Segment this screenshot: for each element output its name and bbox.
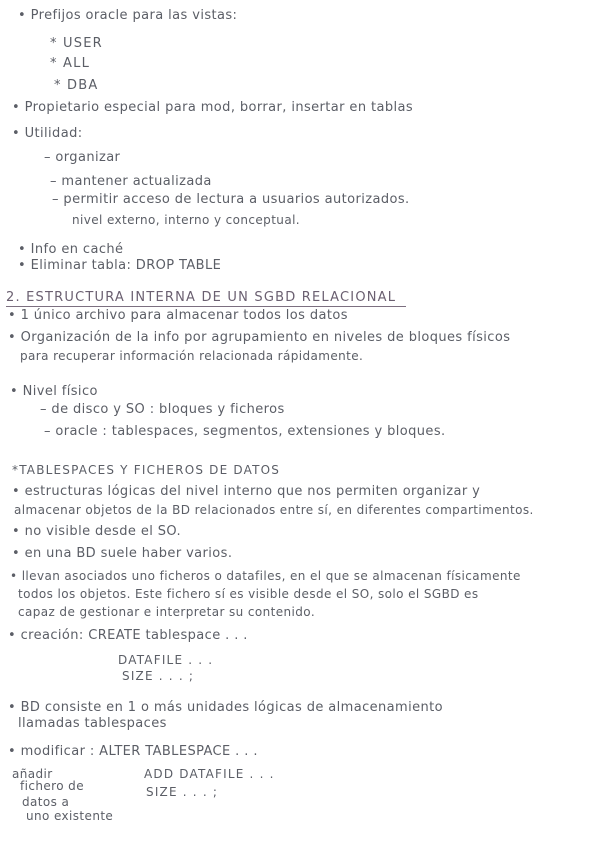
text-line: fichero de <box>20 779 84 793</box>
text-line: todos los objetos. Este fichero sí es visible desde el SO, solo el SGBD es <box>18 587 479 601</box>
text-line: llamadas tablespaces <box>18 716 167 731</box>
text-line: uno existente <box>26 809 114 823</box>
text-line: • Eliminar tabla: DROP TABLE <box>18 258 222 273</box>
text-line: • creación: CREATE tablespace . . . <box>8 628 248 643</box>
text-line: • llevan asociados uno ficheros o datafiles, en el que se almacenan físicamente <box>10 569 521 583</box>
section-heading: *TABLESPACES Y FICHEROS DE DATOS <box>12 463 281 477</box>
text-line: • no visible desde el SO. <box>12 524 182 539</box>
text-line: ADD DATAFILE . . . <box>144 767 275 781</box>
text-line: • modificar : ALTER TABLESPACE . . . <box>8 744 258 759</box>
text-line: capaz de gestionar e interpretar su contenido. <box>18 605 316 619</box>
text-line: • BD consiste en 1 o más unidades lógicas de almacenamiento <box>8 700 443 715</box>
text-line: nivel externo, interno y conceptual. <box>72 213 301 227</box>
text-line: añadir <box>12 767 53 781</box>
text-line: – oracle : tablespaces, segmentos, extensiones y bloques. <box>44 424 446 439</box>
text-line: • Info en caché <box>18 242 124 257</box>
text-line: almacenar objetos de la BD relacionados entre sí, en diferentes compartimentos. <box>14 503 534 517</box>
text-line: SIZE . . . ; <box>122 669 195 683</box>
text-line: • Nivel físico <box>10 384 98 399</box>
text-line: • Propietario especial para mod, borrar, insertar en tablas <box>12 100 414 115</box>
text-line: • 1 único archivo para almacenar todos los datos <box>8 308 348 323</box>
text-line: SIZE . . . ; <box>146 785 219 799</box>
text-line: * ALL <box>50 56 91 71</box>
text-line: • estructuras lógicas del nivel interno que nos permiten organizar y <box>12 484 481 499</box>
heading-underline <box>6 306 406 307</box>
text-line: para recuperar información relacionada rápidamente. <box>20 349 364 363</box>
section-heading: 2. ESTRUCTURA INTERNA DE UN SGBD RELACIONAL <box>6 290 397 305</box>
text-line: • en una BD suele haber varios. <box>12 546 233 561</box>
text-line: – organizar <box>44 150 121 165</box>
text-line: – mantener actualizada <box>50 174 212 189</box>
text-line: DATAFILE . . . <box>118 653 214 667</box>
text-line: • Organización de la info por agrupamiento en niveles de bloques físicos <box>8 330 511 345</box>
text-line: * USER <box>50 36 103 51</box>
text-line: – de disco y SO : bloques y ficheros <box>40 402 285 417</box>
text-line: – permitir acceso de lectura a usuarios autorizados. <box>52 192 410 207</box>
text-line: * DBA <box>54 78 99 93</box>
text-line: datos a <box>22 795 70 809</box>
text-line: • Utilidad: <box>12 126 83 141</box>
text-line: • Prefijos oracle para las vistas: <box>18 8 238 23</box>
